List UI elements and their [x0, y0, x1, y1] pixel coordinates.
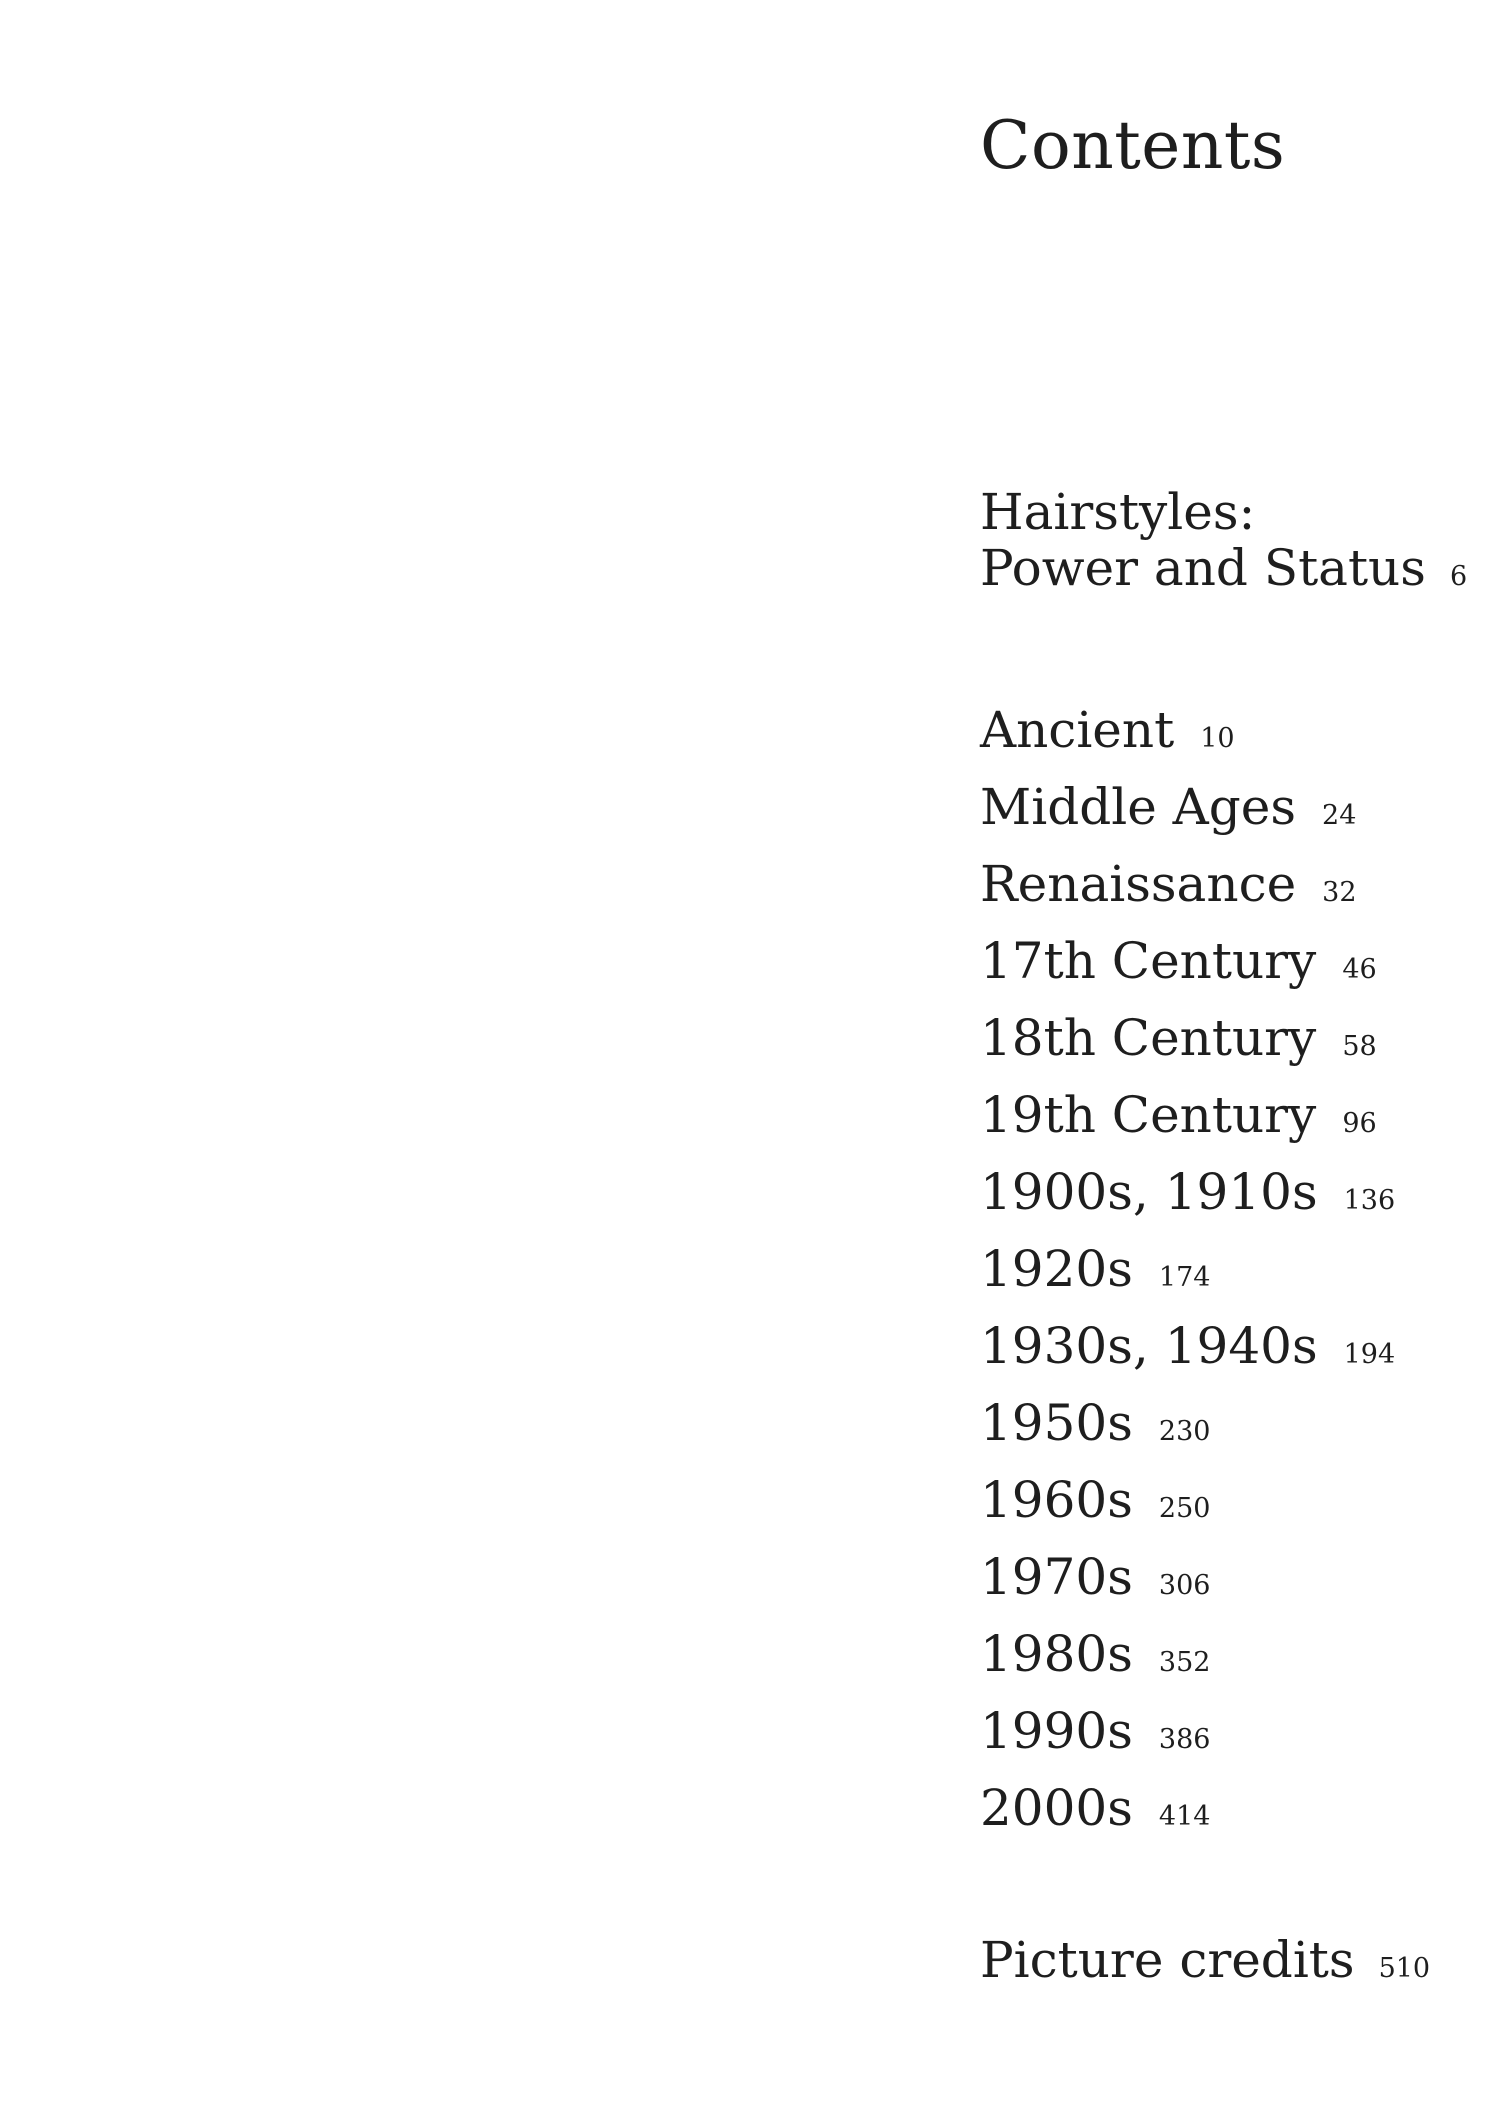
- toc-entry-title: Ancient: [980, 701, 1175, 759]
- toc-entry[interactable]: [980, 1770, 1395, 1847]
- toc-entry[interactable]: [980, 1231, 1395, 1308]
- toc-page-number: 32: [1322, 877, 1357, 908]
- toc-entry-title: 17th Century: [980, 932, 1317, 990]
- toc-entry[interactable]: [980, 1616, 1395, 1693]
- toc-entry[interactable]: [980, 769, 1395, 846]
- toc-page-number: 174: [1158, 1262, 1211, 1293]
- toc-page-number: 136: [1343, 1185, 1396, 1216]
- toc-entry[interactable]: [980, 692, 1395, 769]
- toc-page-number: 386: [1158, 1724, 1211, 1755]
- toc-entry-title: 1920s: [980, 1240, 1133, 1298]
- toc-page-number: 6: [1449, 561, 1468, 592]
- toc-entry[interactable]: [980, 1462, 1395, 1539]
- toc-entry-intro-title-line-2: Power and Status: [980, 539, 1426, 597]
- toc-entry[interactable]: [980, 1308, 1395, 1385]
- toc-entry-title: 1960s: [980, 1471, 1133, 1529]
- toc-entry[interactable]: [980, 1000, 1395, 1077]
- toc-page-number: 510: [1378, 1953, 1431, 1984]
- toc-entry-title: Picture credits: [980, 1931, 1355, 1989]
- toc-entry-title: 1900s, 1910s: [980, 1163, 1318, 1221]
- toc-page-number: 352: [1158, 1647, 1211, 1678]
- toc-entry-title: 19th Century: [980, 1086, 1317, 1144]
- toc-page-number: 58: [1342, 1031, 1377, 1062]
- toc-entry-title: Middle Ages: [980, 778, 1297, 836]
- toc-page-number: 414: [1158, 1801, 1211, 1832]
- toc-entry-title: 18th Century: [980, 1009, 1317, 1067]
- toc-page-number: 10: [1200, 723, 1235, 754]
- toc-page-number: 306: [1158, 1570, 1211, 1601]
- toc-entry[interactable]: [980, 1077, 1395, 1154]
- toc-page-number: 230: [1158, 1416, 1211, 1447]
- toc-entry-title: 1990s: [980, 1702, 1133, 1760]
- toc-page-number: 250: [1158, 1493, 1211, 1524]
- toc-entry-intro[interactable]: [980, 484, 1467, 605]
- toc-page-number: 46: [1342, 954, 1377, 985]
- toc-entry-title: 1970s: [980, 1548, 1133, 1606]
- toc-entry-title: 1980s: [980, 1625, 1133, 1683]
- toc-entry[interactable]: [980, 1539, 1395, 1616]
- toc-entry-picture-credits[interactable]: [980, 1922, 1430, 2007]
- toc-entry[interactable]: [980, 1385, 1395, 1462]
- toc-entry[interactable]: [980, 1154, 1395, 1231]
- toc-entry-title: 1950s: [980, 1394, 1133, 1452]
- toc-entry-intro-title-line-1: Hairstyles:: [980, 483, 1256, 541]
- toc-chapter-list: [980, 692, 1395, 1847]
- toc-entry[interactable]: [980, 1693, 1395, 1770]
- toc-entry-title: 2000s: [980, 1779, 1133, 1837]
- toc-page-number: 194: [1343, 1339, 1396, 1370]
- toc-page-number: 96: [1342, 1108, 1377, 1139]
- toc-entry-title: 1930s, 1940s: [980, 1317, 1318, 1375]
- toc-entry[interactable]: [980, 846, 1395, 923]
- toc-page-number: 24: [1322, 800, 1357, 831]
- toc-entry-title: Renaissance: [980, 855, 1297, 913]
- toc-entry[interactable]: [980, 923, 1395, 1000]
- page-title: Contents: [980, 107, 1286, 184]
